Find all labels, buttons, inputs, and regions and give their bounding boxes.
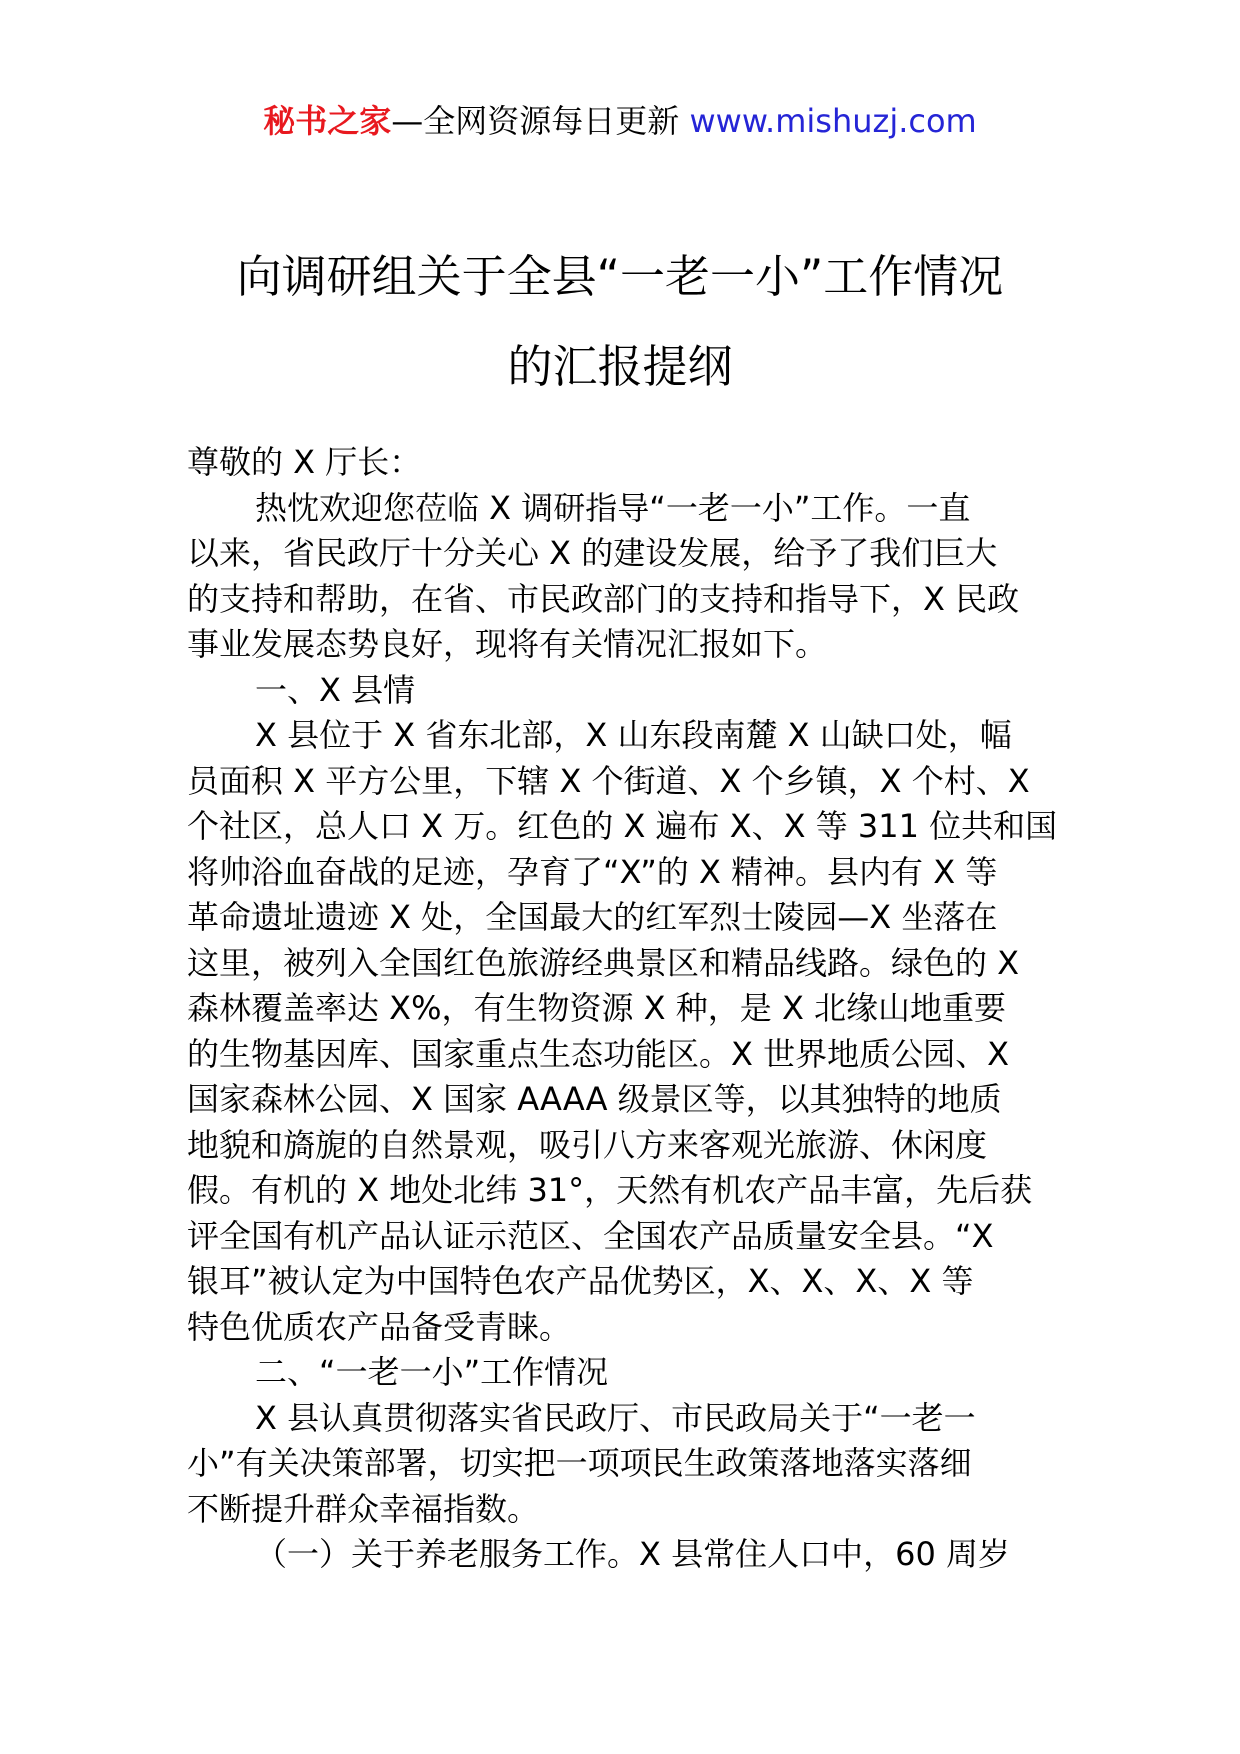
section-heading: 二、“一老一小”工作情况 (255, 1353, 609, 1391)
paragraph-line: 员面积 X 平方公里，下辖 X 个街道、X 个乡镇，X 个村、X (187, 761, 1030, 800)
subsection-heading: （一）关于养老服务工作。X 县常住人口中，60 周岁 (255, 1535, 1010, 1573)
paragraph-line: 银耳”被认定为中国特色农产品优势区，X、X、X、X 等 (187, 1262, 974, 1300)
section-heading: 一、X 县情 (255, 670, 416, 709)
brand-name: 秘书之家 (263, 102, 392, 140)
paragraph-line: 国家森林公园、X 国家 AAAA 级景区等，以其独特的地质 (187, 1080, 1002, 1118)
title-line-1: 向调研组关于全县“一老一小”工作情况 (236, 250, 1004, 303)
paragraph-line: 小”有关决策部署，切实把一项项民生政策落地落实落细 (187, 1444, 972, 1482)
paragraph-line: 以来，省民政厅十分关心 X 的建设发展，给予了我们巨大 (187, 534, 998, 572)
paragraph-line: X 县位于 X 省东北部，X 山东段南麓 X 山缺口处，幅 (255, 716, 1012, 754)
paragraph-line: 革命遗址遗迹 X 处，全国最大的红军烈士陵园—X 坐落在 (187, 898, 998, 936)
paragraph-line: 事业发展态势良好，现将有关情况汇报如下。 (187, 625, 828, 663)
paragraph-line: 不断提升群众幸福指数。 (187, 1489, 540, 1528)
paragraph-line: 将帅浴血奋战的足迹，孕育了“X”的 X 精神。县内有 X 等 (187, 852, 998, 891)
title-line-2: 的汇报提纲 (507, 340, 733, 393)
header-tagline: —全网资源每日更新 (391, 102, 690, 140)
paragraph-line: 这里，被列入全国红色旅游经典景区和精品线路。绿色的 X (187, 943, 1020, 982)
paragraph-line: 的支持和帮助，在省、市民政部门的支持和指导下，X 民政 (187, 579, 1020, 618)
document-title (0, 232, 1240, 412)
document-body (187, 440, 1057, 1578)
paragraph-line: 评全国有机产品认证示范区、全国农产品质量安全县。“X (187, 1216, 994, 1255)
paragraph-line: X 县认真贯彻落实省民政厅、市民政局关于“一老一 (255, 1398, 976, 1437)
salutation: 尊敬的 X 厅长： (187, 443, 422, 481)
paragraph-line: 地貌和旖旎的自然景观，吸引八方来客观光旅游、休闲度 (187, 1125, 988, 1164)
paragraph-line: 森林覆盖率达 X%，有生物资源 X 种，是 X 北缘山地重要 (187, 989, 1007, 1027)
paragraph-line: 的生物基因库、国家重点生态功能区。X 世界地质公园、X (187, 1034, 1010, 1073)
paragraph-line: 特色优质农产品备受青睐。 (187, 1307, 572, 1346)
paragraph-line: 假。有机的 X 地处北纬 31°，天然有机农产品丰富，先后获 (187, 1171, 1033, 1209)
site-url-link[interactable]: www.mishuzj.com (689, 102, 977, 140)
site-header (0, 98, 1240, 144)
paragraph-line: 个社区，总人口 X 万。红色的 X 遍布 X、X 等 311 位共和国 (187, 807, 1058, 845)
paragraph-line: 热忱欢迎您莅临 X 调研指导“一老一小”工作。一直 (255, 488, 971, 527)
